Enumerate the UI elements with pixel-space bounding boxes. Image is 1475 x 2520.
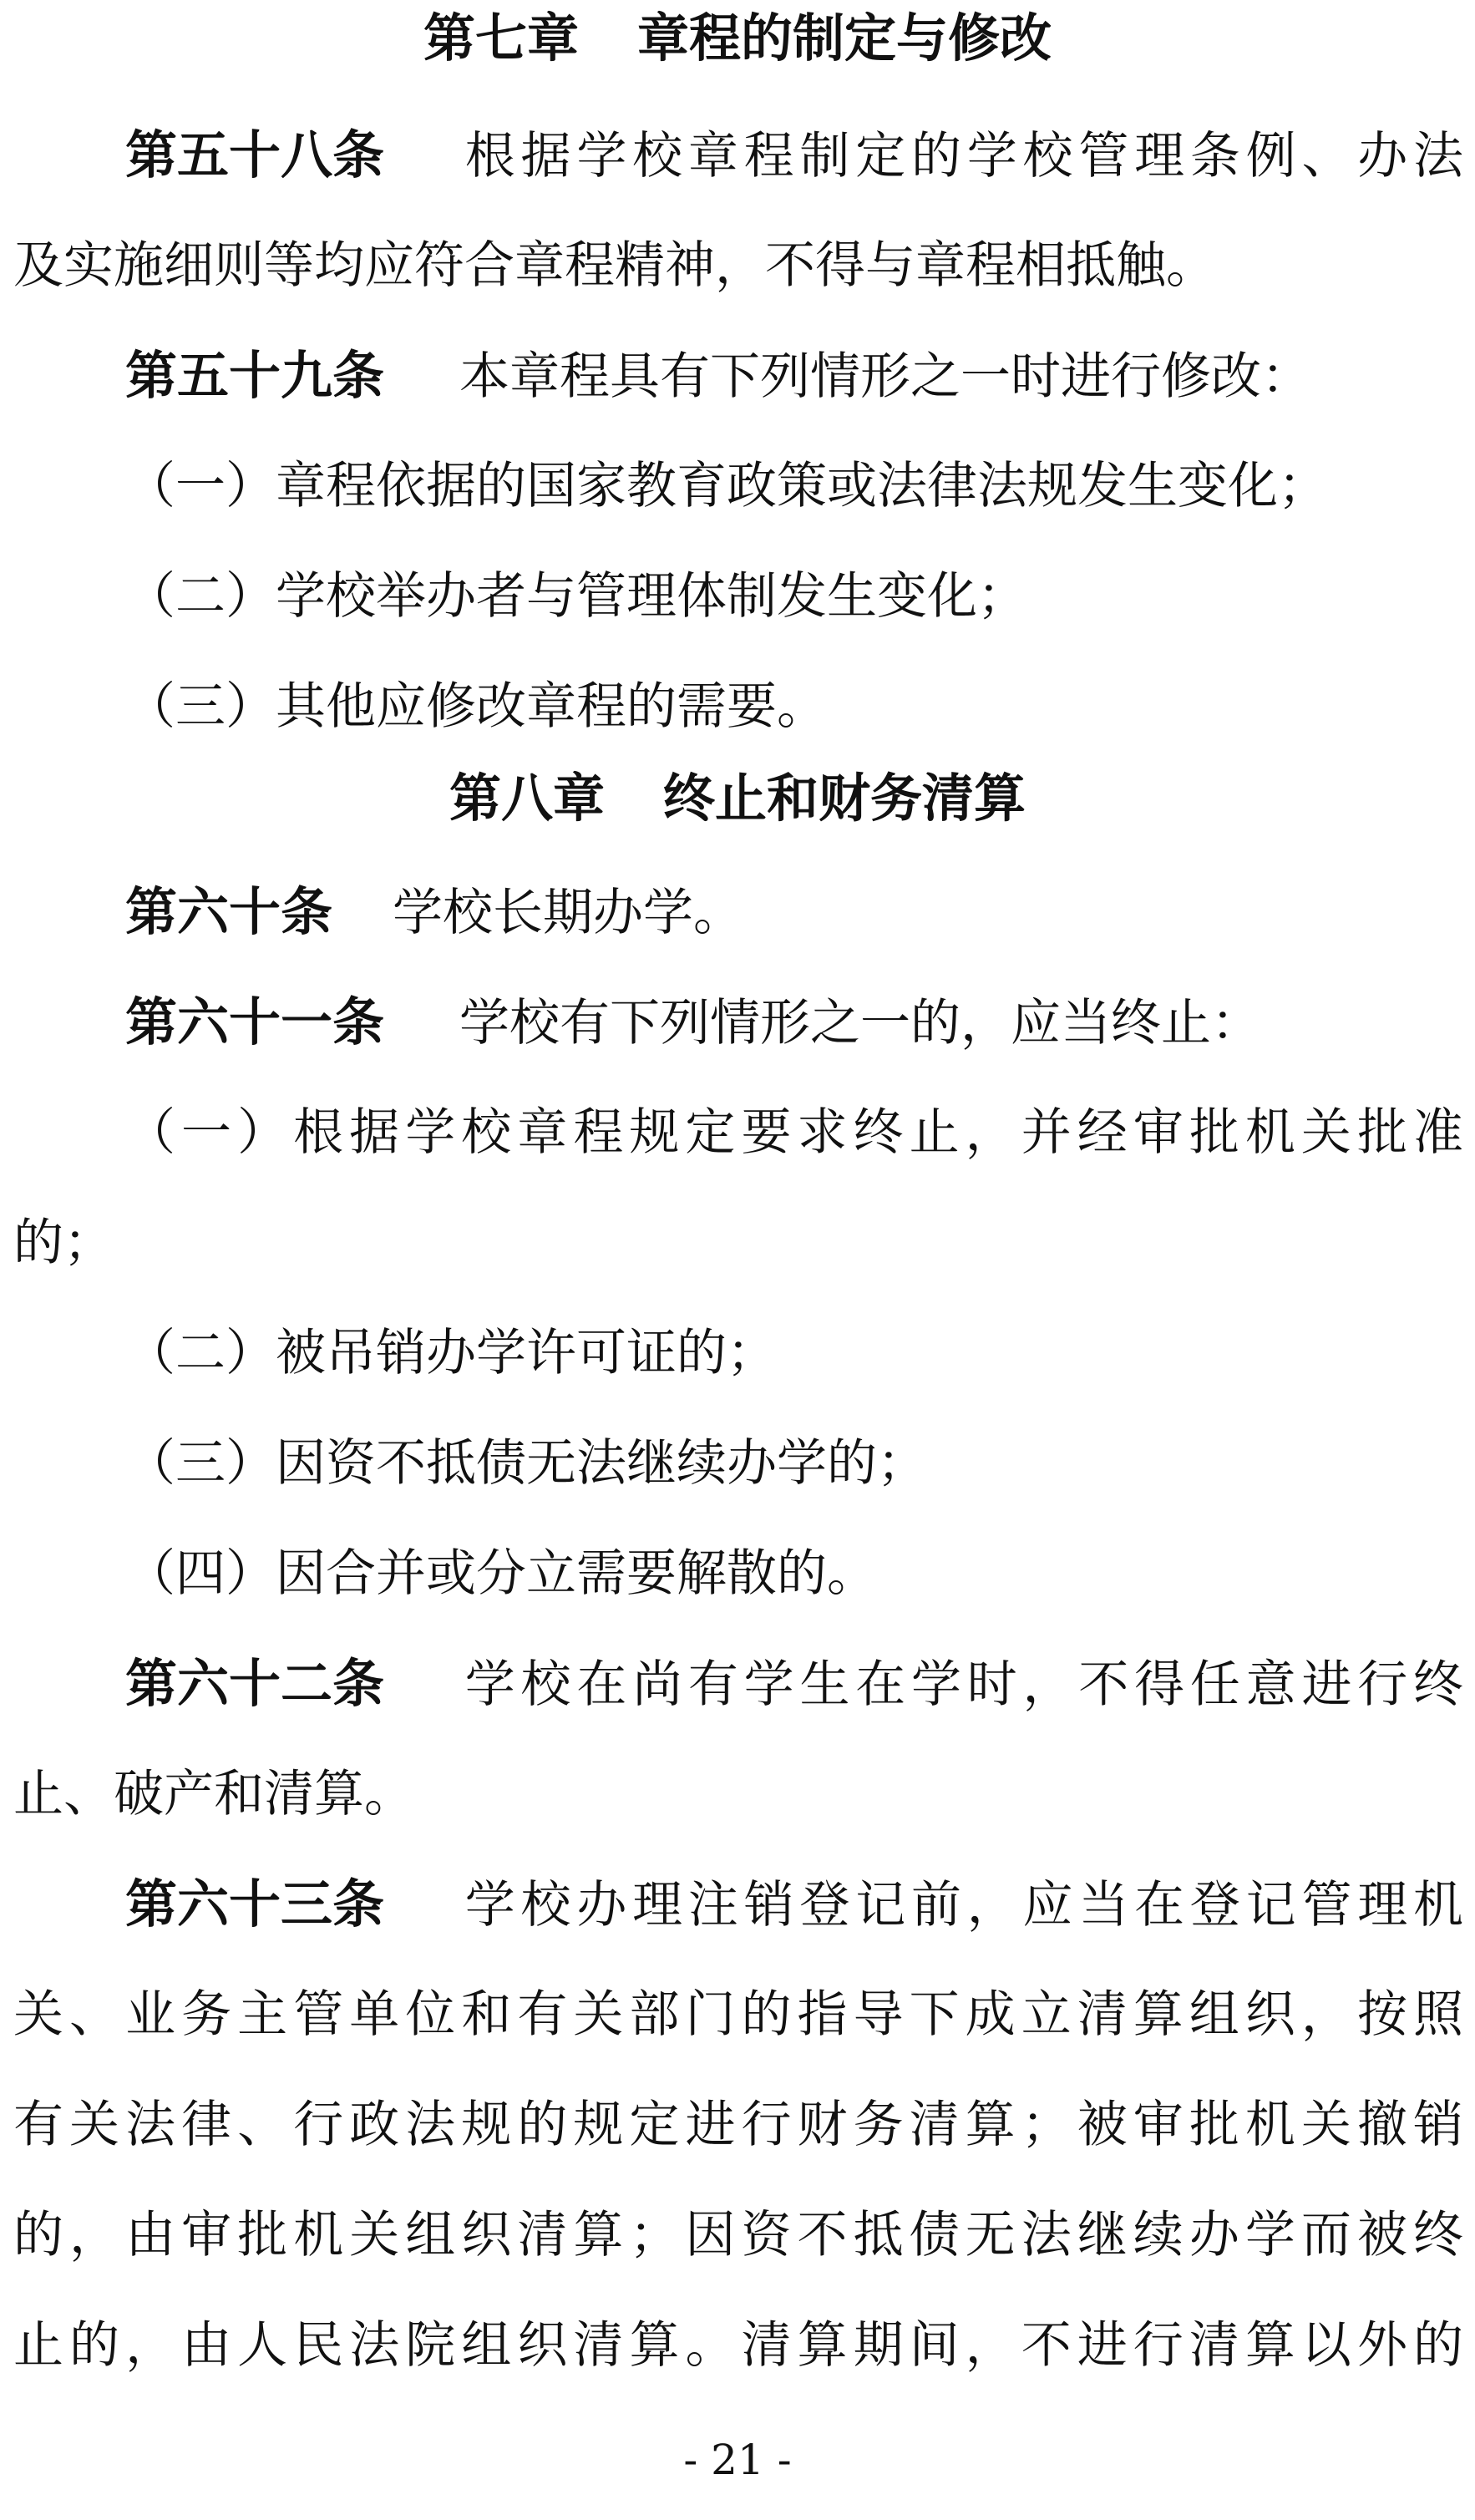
article-62-line-2	[13, 1739, 1463, 1849]
article-63-line-5	[13, 2290, 1463, 2401]
article-62-text-2: 止、破产和清算。	[13, 1765, 414, 1823]
article-60-label: 第六十条	[125, 881, 333, 942]
article-61-item-1-text-2: 的；	[13, 1214, 114, 1272]
article-59-item-3-text: （三）其他应修改章程的需要。	[125, 677, 827, 736]
article-63-line-2	[13, 1960, 1463, 2070]
article-63-line-1	[125, 1849, 1463, 1960]
article-61-label: 第六十一条	[125, 991, 385, 1052]
article-63-text-2: 关、业务主管单位和有关部门的指导下成立清算组织，按照	[13, 1985, 1463, 2044]
article-61-item-1-line-2	[13, 1188, 1463, 1298]
chapter-8-title: 第八章	[449, 768, 605, 829]
article-62-line-1	[125, 1629, 1463, 1739]
article-62-label: 第六十二条	[125, 1653, 385, 1714]
article-61-item-2	[125, 1298, 1463, 1408]
article-63-text-4: 的，由审批机关组织清算；因资不抵债无法继续办学而被终	[13, 2206, 1463, 2264]
page-number: - 21 -	[683, 2436, 792, 2484]
article-59-label: 第五十九条	[125, 345, 385, 406]
article-61-item-4	[125, 1519, 1463, 1629]
article-63-text-5: 止的，由人民法院组织清算。清算期间，不进行清算以外的	[13, 2316, 1463, 2375]
chapter-7-title: 第七章	[423, 8, 579, 68]
article-58-text-2: 及实施细则等均应符合章程精神，不得与章程相抵触。	[13, 236, 1216, 295]
article-58-label: 第五十八条	[125, 124, 385, 185]
article-63-text-1: 学校办理注销登记前，应当在登记管理机	[459, 1876, 1463, 1934]
article-59-item-2-text: （二）学校举办者与管理体制发生变化；	[125, 567, 1027, 626]
article-63-line-4	[13, 2180, 1463, 2290]
article-59-item-2	[125, 541, 1463, 652]
article-61-item-4-text: （四）因合并或分立需要解散的。	[125, 1544, 877, 1603]
article-58-line-1	[125, 100, 1463, 210]
article-63-label: 第六十三条	[125, 1874, 385, 1934]
article-61-text-1: 学校有下列情形之一的，应当终止：	[459, 994, 1261, 1052]
article-62-text-1: 学校在尚有学生在学时，不得任意进行终	[459, 1655, 1463, 1714]
chapter-8-heading	[0, 743, 1475, 854]
article-61-item-3	[125, 1408, 1463, 1519]
chapter-8-subtitle: 终止和财务清算	[663, 768, 1026, 829]
article-63-text-3: 有关法律、行政法规的规定进行财务清算；被审批机关撤销	[13, 2096, 1463, 2154]
article-59-line-1	[125, 321, 1463, 431]
article-60-text-1: 学校长期办学。	[393, 884, 743, 942]
article-60-line-1	[125, 857, 1463, 967]
chapter-7-heading	[0, 0, 1475, 94]
article-61-line-1	[125, 967, 1463, 1077]
article-59-item-1-text: （一）章程依据的国家教育政策或法律法规发生变化；	[125, 457, 1328, 515]
chapter-7-subtitle: 章程的制定与修改	[637, 8, 1052, 68]
article-59-item-1	[125, 431, 1463, 541]
article-61-item-1-text-1: （一）根据学校章程规定要求终止，并经审批机关批准	[125, 1103, 1463, 1162]
article-58-line-2	[13, 210, 1463, 321]
article-61-item-3-text: （三）因资不抵债无法继续办学的；	[125, 1434, 927, 1493]
article-61-item-1-line-1	[125, 1077, 1463, 1188]
article-63-line-3	[13, 2070, 1463, 2180]
article-61-item-2-text: （二）被吊销办学许可证的；	[125, 1324, 777, 1382]
article-59-text-1: 本章程具有下列情形之一时进行修改：	[459, 347, 1311, 406]
article-58-text-1: 根据学校章程制定的学校管理条例、办法	[459, 127, 1463, 185]
